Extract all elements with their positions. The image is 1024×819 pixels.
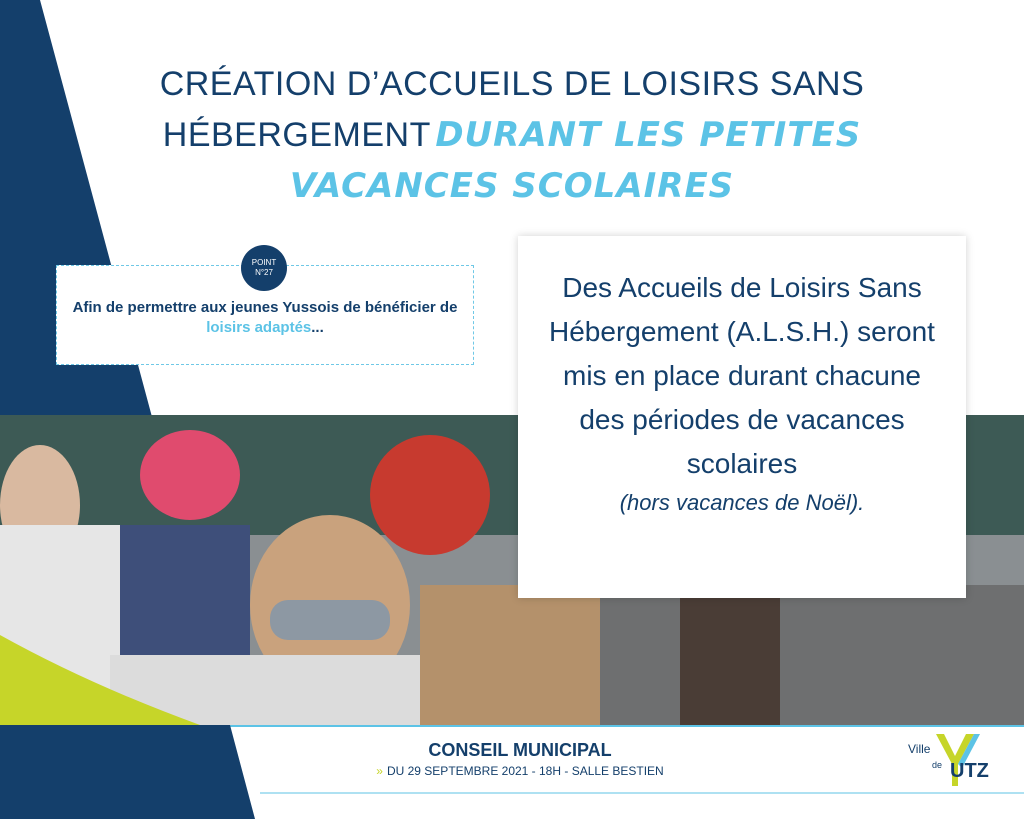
intro-highlight: loisirs adaptés xyxy=(206,319,312,336)
title-accent: DURANT LES PETITES VACANCES SCOLAIRES xyxy=(289,115,862,206)
main-note: (hors vacances de Noël). xyxy=(619,490,865,515)
main-text: Des Accueils de Loisirs Sans Hébergement (A.L.S.H.) seront mis en place durant chacune des périodes de vacances scolaires xyxy=(549,272,935,479)
footer-title: CONSEIL MUNICIPAL xyxy=(428,740,612,760)
logo-de-text: de xyxy=(932,760,943,770)
point-badge xyxy=(241,245,287,291)
footer-subtitle xyxy=(320,764,720,778)
page-title xyxy=(120,62,904,215)
intro-text xyxy=(57,298,473,338)
intro-text-before: Afin de permettre aux jeunes Yussois de bénéficier de xyxy=(72,299,458,316)
ville-de-yutz-logo xyxy=(908,730,1004,790)
footer-date: DU 29 SEPTEMBRE 2021 - 18H - SALLE BESTIEN xyxy=(386,764,664,778)
main-info-box xyxy=(518,236,966,598)
point-badge-label: POINT xyxy=(251,258,277,267)
title-main: CRÉATION D’ACCUEILS DE LOISIRS SANS HÉBERGEMENT xyxy=(159,65,865,154)
intro-text-after: ... xyxy=(311,319,324,336)
logo-ville-text: Ville xyxy=(908,742,931,756)
logo-utz-text: UTZ xyxy=(950,760,989,782)
point-badge-number: N°27 xyxy=(255,268,273,277)
footer-arrows: » xyxy=(376,764,383,778)
